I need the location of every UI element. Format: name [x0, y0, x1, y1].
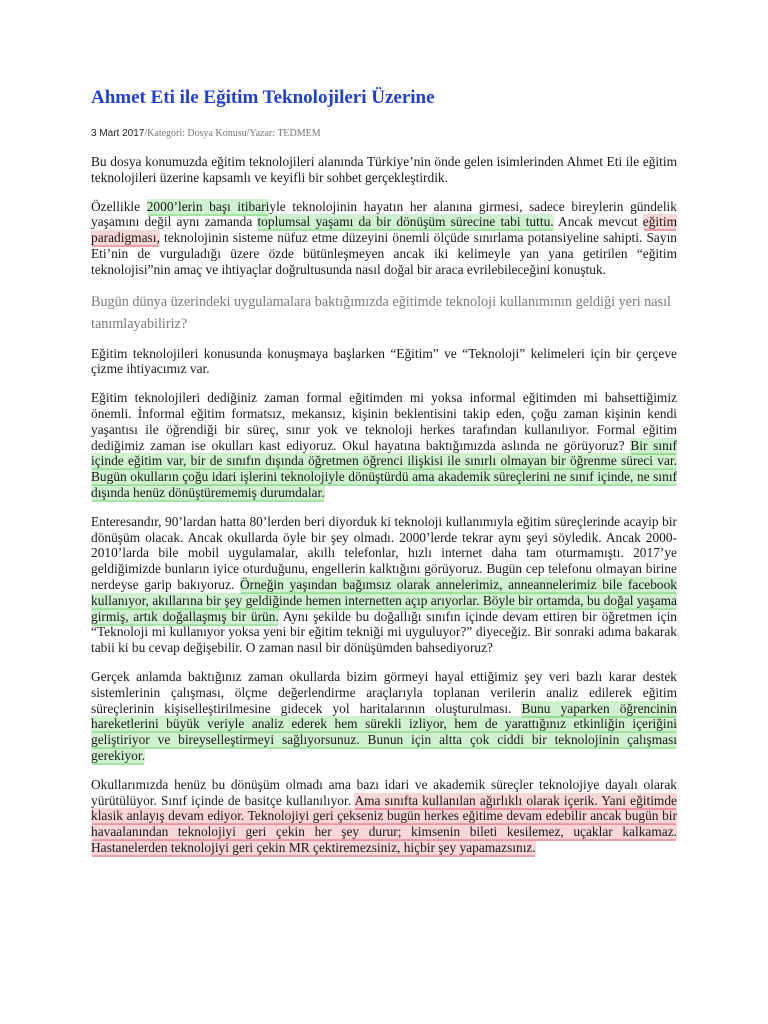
highlight-red: eğitim paradigması, — [91, 214, 677, 246]
highlight-red: Ama sınıfta kullanılan ağırlıklı olarak içerik. Yani eğitimde klasik anlayış devam ediyor. Teknolojiyi geri çekseniz bugün herkes eğitime devam edebilir ancak bugün bir havaalanından teknolojiyi geri çekin her şey durur; kimsenin bileti kesilemez, uçaklar kalkamaz. Hastanelerden teknolojiyi geri çekin MR çektiremezsiniz, hiçbir şey yapamazsınız. — [91, 792, 677, 855]
answer-paragraph-3 — [91, 514, 677, 656]
publish-date: 3 Mart 2017 — [91, 128, 145, 139]
answer-paragraph-1: Eğitim teknolojileri konusunda konuşmaya başlarken “Eğitim” ve “Teknoloji” kelimeleri için bir çerçeve çizme ihtiyacımız var. — [91, 345, 677, 377]
category-author: /Kategori: Dosya Konusu/Yazar: TEDMEM — [144, 128, 321, 139]
text-segment: teknolojinin sisteme nüfuz etme düzeyini önemli ölçüde sınırlama potansiyeline sahipti. Sayın Eti’nin de vurguladığı üzere özde bütünleşmeyen ancak iki kelimeyle yan yana getirilen “eğitim teknolojisi”nin amaç ve ihtiyaçlar doğrultusunda nasıl doğal bir araca evrilebileceğini konuştuk. — [91, 230, 677, 277]
text-segment: Enteresandır, 90’lardan hatta 80’lerden beri diyorduk ki teknoloji kullanımıyla eğitim süreçlerinde acayip bir dönüşüm olacak. Ancak okullarda öyle bir şey olmadı. 2000’lerde tekrar aynı şeyi söyledik. Ancak 2000-2010’larda bile mobil uygulamalar, akıllı telefonlar, hızlı internet daha tam oturmamıştı. 2017’ye geldiğimizde bunların iyice oturduğunu, engellerin kalktığını görüyoruz. Bugün cep telefonu olmayan birine nerdeyse garip bakıyoruz. — [91, 513, 677, 592]
highlight-green: Bunu yaparken öğrencinin hareketlerini büyük veriyle analiz ederek hem sürekli izliyor, hem de yarattığınız etkinliğin içeriğini geliştiriyor ve bireyselleştirmeyi sağlıyorsunuz. Bunun için altta çok ciddi bir teknolojinin çalışması gerekiyor. — [91, 700, 677, 763]
highlight-green: toplumsal yaşamı da bir dönüşüm sürecine tabi tuttu. — [257, 214, 554, 230]
intro-paragraph: Bu dosya konumuzda eğitim teknolojileri alanında Türkiye’nin önde gelen isimlerinden Ahmet Eti ile eğitim teknolojileri üzerine kapsamlı ve keyifli bir sohbet gerçekleştirdik. — [91, 154, 677, 185]
article-meta — [91, 127, 677, 141]
highlight-green: Bir sınıf içinde eğitim var, bir de sınıfın dışında öğretmen öğrenci ilişkisi ile sınırlı olmayan bir öğrenme süreci var. Bugün okulların çoğu idari işlerini teknolojiyle dönüştürdü ama akademik süreçlerini ne sınıf içinde, ne sınıf dışında henüz dönüştürememiş durumdalar. — [91, 437, 677, 500]
interview-question: Bugün dünya üzerindeki uygulamalara baktığımızda eğitimde teknoloji kullanımının geldiği yeri nasıl tanımlayabiliriz? — [91, 293, 671, 332]
answer-paragraph-4 — [91, 669, 677, 764]
text-segment: Özellikle — [91, 198, 141, 214]
text-segment: Okullarımızda henüz bu dönüşüm olmadı ama bazı idari ve akademik süreçler teknolojiye dayalı olarak yürütülüyor. Sınıf içinde de basitçe kullanılıyor. — [91, 776, 677, 808]
article-title: Ahmet Eti ile Eğitim Teknolojileri Üzerine — [91, 87, 435, 108]
text-segment: yle teknolojinin hayatın her alanına girmesi, sadece bireylerin gündelik yaşamını değil aynı zamanda — [91, 198, 677, 230]
text-segment: Eğitim teknolojileri dediğiniz zaman formal eğitimden mi yoksa informal eğitimden mi bahsettiğimiz önemli. İnformal eğitim formatsız, mekansız, kişinin beklentisini takip eden, çoğu zaman kişinin kendi yaşantısı ile öğrendiği bir süreç, sınır yok ve teknoloji herkes tarafından kullanılıyor. Formal eğitim dediğimiz zaman ise okulları kast ediyoruz. Okul hayatına baktığımızda aslında ne görüyoruz? — [91, 390, 677, 453]
text-segment: Gerçek anlamda baktığınız zaman okullarda bizim görmeyi hayal ettiğimiz şey veri bazlı karar destek sistemlerinin çalışması, ölçme değerlendirme araçlarıyla toplanan verilerin analiz edilerek eğitim süreçlerinin kişiselleştirilmesine gidecek yol haritalarının oluşturulması. — [91, 668, 677, 716]
highlight-green: Örneğin yaşından bağımsız olarak annelerimiz, anneannelerimiz bile facebook kullanıyor, akıllarına bir şey geldiğinde hemen internetten açıp arıyorlar. Böyle bir ortamda, bu doğal yaşama girmiş, artık doğallaşmış bir ürün. — [91, 576, 678, 624]
text-segment: Aynı şekilde bu doğallığı sınıfın içinde devam ettiren bir öğretmen için “Teknoloji mi kullanıyor yoksa yeni bir eğitim tekniği mi uyguluyor?” diyeceğiz. Bir sonraki adıma bakarak tabii ki bu cevap değişebilir. O zaman nasıl bir dönüşümden bahsediyoruz? — [91, 608, 677, 656]
text-segment: Ancak mevcut — [558, 214, 638, 230]
context-paragraph — [91, 199, 677, 278]
highlight-green: 2000’lerin başı itibari — [146, 198, 270, 214]
article — [91, 86, 677, 869]
answer-paragraph-2 — [91, 390, 677, 501]
answer-paragraph-5 — [91, 777, 677, 856]
